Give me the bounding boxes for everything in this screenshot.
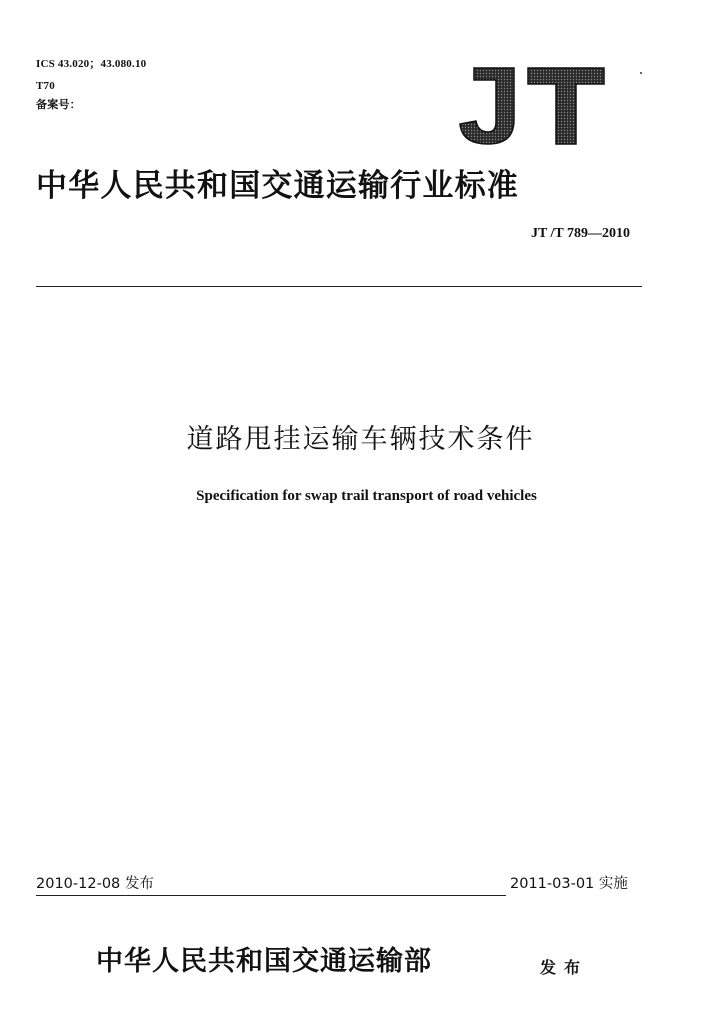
agency-title: 中华人民共和国交通运输行业标准 [36, 168, 519, 204]
standard-number: JT /T 789—2010 [530, 226, 630, 241]
ics-code: ICS 43.020；43.080.10 [36, 58, 147, 70]
jt-logo [458, 66, 606, 146]
issue-date: 2010-12-08 发布 [36, 876, 154, 892]
bottom-divider [36, 895, 506, 896]
top-divider [36, 286, 642, 287]
issuing-ministry: 中华人民共和国交通运输部 [96, 946, 432, 977]
scan-speck [640, 72, 642, 74]
classification-code: T70 [36, 80, 55, 92]
record-number-label: 备案号： [36, 99, 81, 111]
implementation-date: 2011-03-01 实施 [510, 876, 628, 892]
document-title-english: Specification for swap trail transport of road vehicles [196, 488, 537, 504]
document-title-chinese: 道路甩挂运输车辆技术条件 [186, 424, 535, 455]
issue-label: 发布 [540, 958, 589, 977]
